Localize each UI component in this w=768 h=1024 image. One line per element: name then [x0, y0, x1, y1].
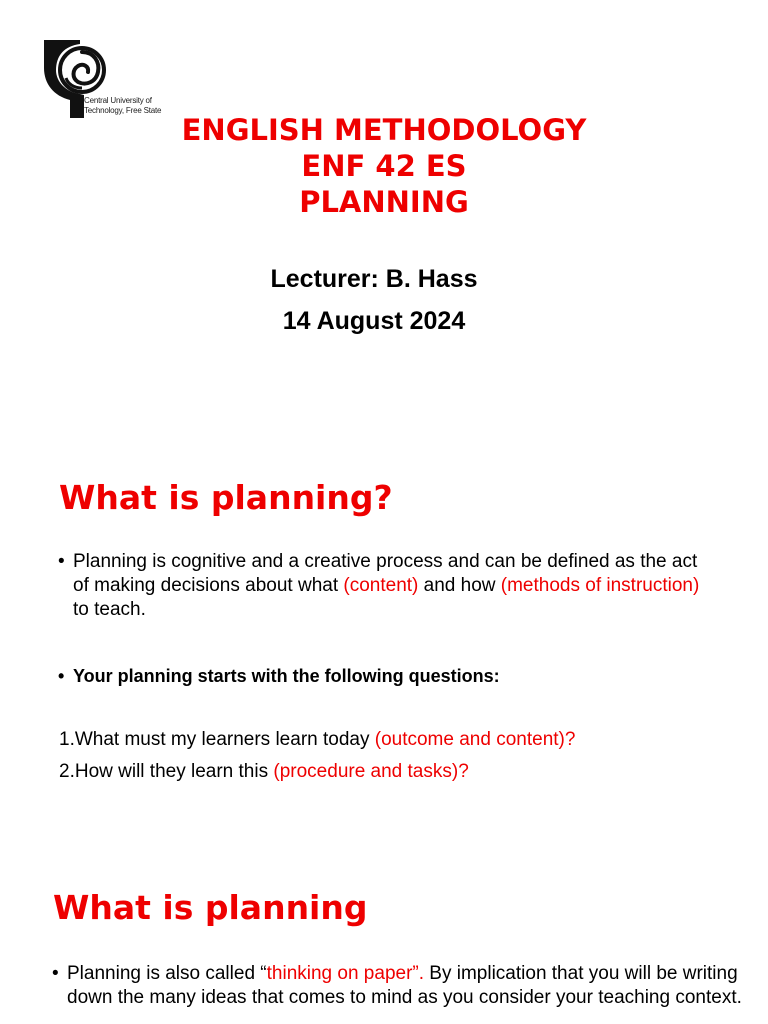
bullet-icon: •: [58, 551, 65, 572]
bullet-definition: [58, 550, 713, 622]
bullet-text-part1: Planning is cognitive and a creative process and can be defined as the act of making decisions about what: [73, 551, 698, 596]
bullet-thinking-on-paper: [52, 962, 747, 1010]
planning-thinking-slide: [0, 860, 768, 1024]
bullet-text-content-red: (content): [343, 575, 419, 596]
title-line-2: ENF 42 ES: [301, 149, 467, 183]
bullet-text-part3: By implication that you will be writing down the many ideas that comes to mind as you consider your teaching context.: [67, 963, 742, 1008]
bullet-text-part1: Planning is also called “: [67, 963, 267, 984]
slide-heading: What is planning: [53, 888, 368, 927]
title-line-3: PLANNING: [299, 185, 469, 219]
lecturer-info: [0, 258, 748, 342]
bullet-text-red: thinking on paper”.: [266, 963, 425, 984]
lecturer-name: Lecturer: B. Hass: [270, 265, 478, 293]
title-slide: [0, 0, 768, 420]
bullet-questions-intro: [58, 664, 713, 688]
title-line-1: ENGLISH METHODOLOGY: [181, 113, 587, 147]
bullet-icon: •: [52, 963, 59, 984]
bullet-icon: •: [58, 666, 65, 686]
question-number: 1.: [59, 729, 75, 750]
logo-caption-line2: Technology, Free State: [84, 106, 162, 115]
slide-heading: What is planning?: [59, 478, 393, 517]
logo-caption-line1: Central University of: [84, 96, 152, 105]
question-text: How will they learn this: [74, 761, 274, 782]
question-red-text: (outcome and content)?: [374, 729, 576, 750]
bullet-text-methods-red: (methods of instruction): [500, 575, 700, 596]
bullet-text: Your planning starts with the following questions:: [73, 666, 500, 686]
planning-definition-slide: [0, 450, 768, 830]
bullet-text-part3: and how: [418, 575, 501, 596]
question-2: [59, 760, 739, 784]
lecture-date: 14 August 2024: [282, 307, 466, 335]
question-red-text: (procedure and tasks)?: [273, 761, 469, 782]
question-number: 2.: [59, 761, 75, 782]
question-text: What must my learners learn today: [74, 729, 375, 750]
question-1: [59, 728, 739, 752]
slide-title: [0, 112, 768, 220]
bullet-text-part5: to teach.: [73, 599, 146, 620]
